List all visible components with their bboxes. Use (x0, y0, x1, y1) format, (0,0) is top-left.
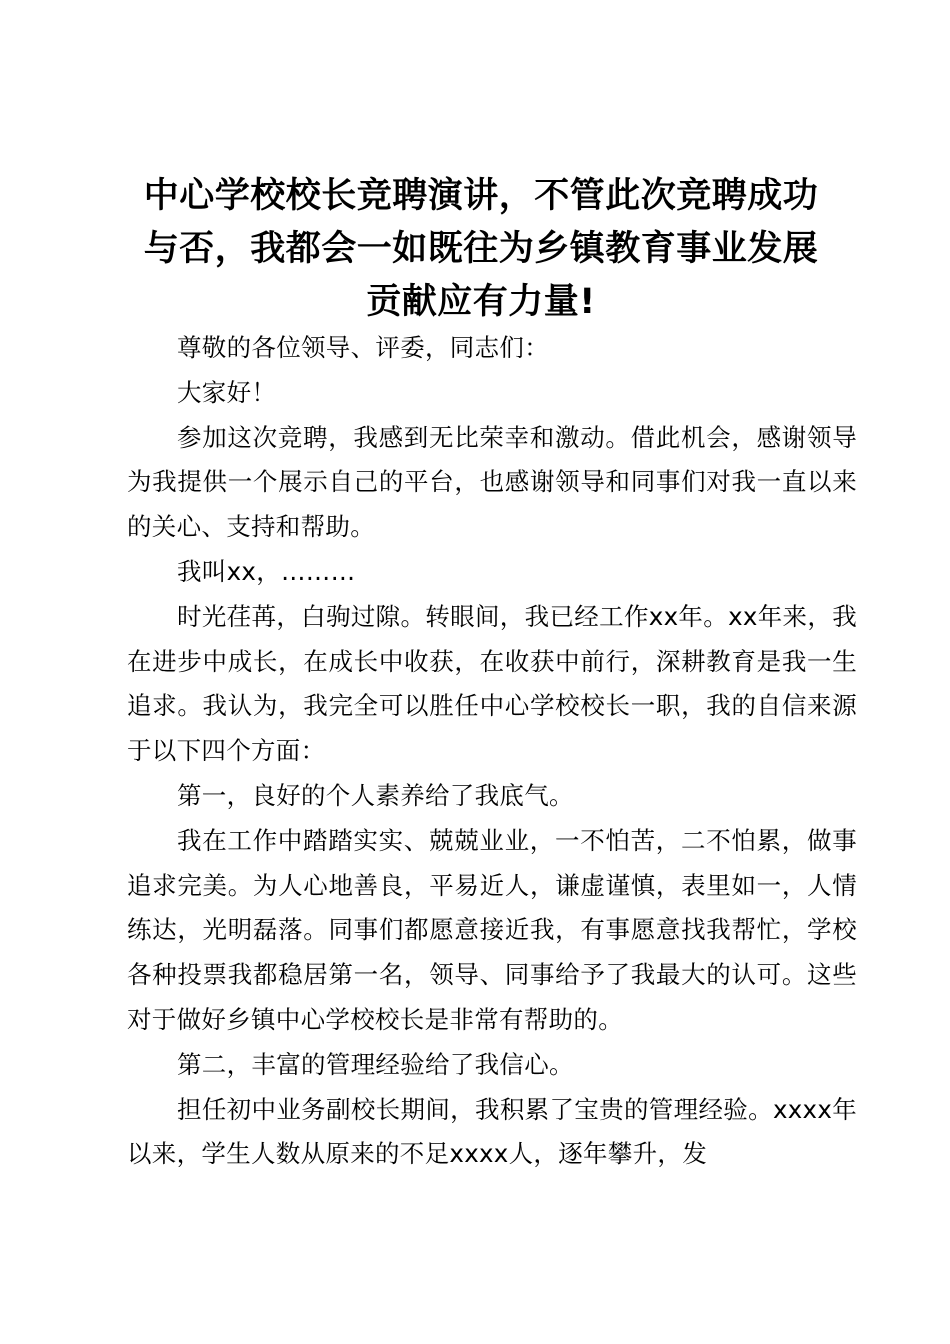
body-paragraph: 担任初中业务副校长期间，我积累了宝贵的管理经验。xxxx年以来，学生人数从原来的不足xxxx人，逐年攀升，发 (127, 1094, 857, 1169)
section-heading-paragraph: 第二，丰富的管理经验给了我信心。 (177, 1049, 574, 1079)
body-paragraph: 我在工作中踏踏实实、兢兢业业，一不怕苦，二不怕累，做事追求完美。为人心地善良，平易近人，谦虚谨慎，表里如一，人情练达，光明磊落。同事们都愿意接近我，有事愿意找我帮忙，学校各种投票我都稳居第一名，领导、同事给予了我最大的认可。这些对于做好乡镇中心学校校长是非常有帮助的。 (127, 825, 857, 1034)
section-heading-paragraph: 第一，良好的个人素养给了我底气。 (177, 780, 574, 810)
document-title: 中心学校校长竞聘演讲，不管此次竞聘成功与否，我都会一如既往为乡镇教育事业发展贡献应有力量! (143, 176, 819, 322)
body-paragraph: 时光荏苒，白驹过隙。转眼间，我已经工作xx年。xx年来，我在进步中成长，在成长中收获，在收获中前行，深耕教育是我一生追求。我认为，我完全可以胜任中心学校校长一职，我的自信来源于以下四个方面： (127, 601, 857, 766)
salutation-paragraph: 尊敬的各位领导、评委，同志们： (177, 333, 549, 362)
document-body (127, 326, 857, 1177)
body-paragraph: 我叫xx，……… (177, 556, 356, 586)
body-paragraph: 参加这次竞聘，我感到无比荣幸和激动。借此机会，感谢领导为我提供一个展示自己的平台，也感谢领导和同事们对我一直以来的关心、支持和帮助。 (127, 422, 857, 542)
greeting-paragraph: 大家好！ (177, 377, 277, 407)
